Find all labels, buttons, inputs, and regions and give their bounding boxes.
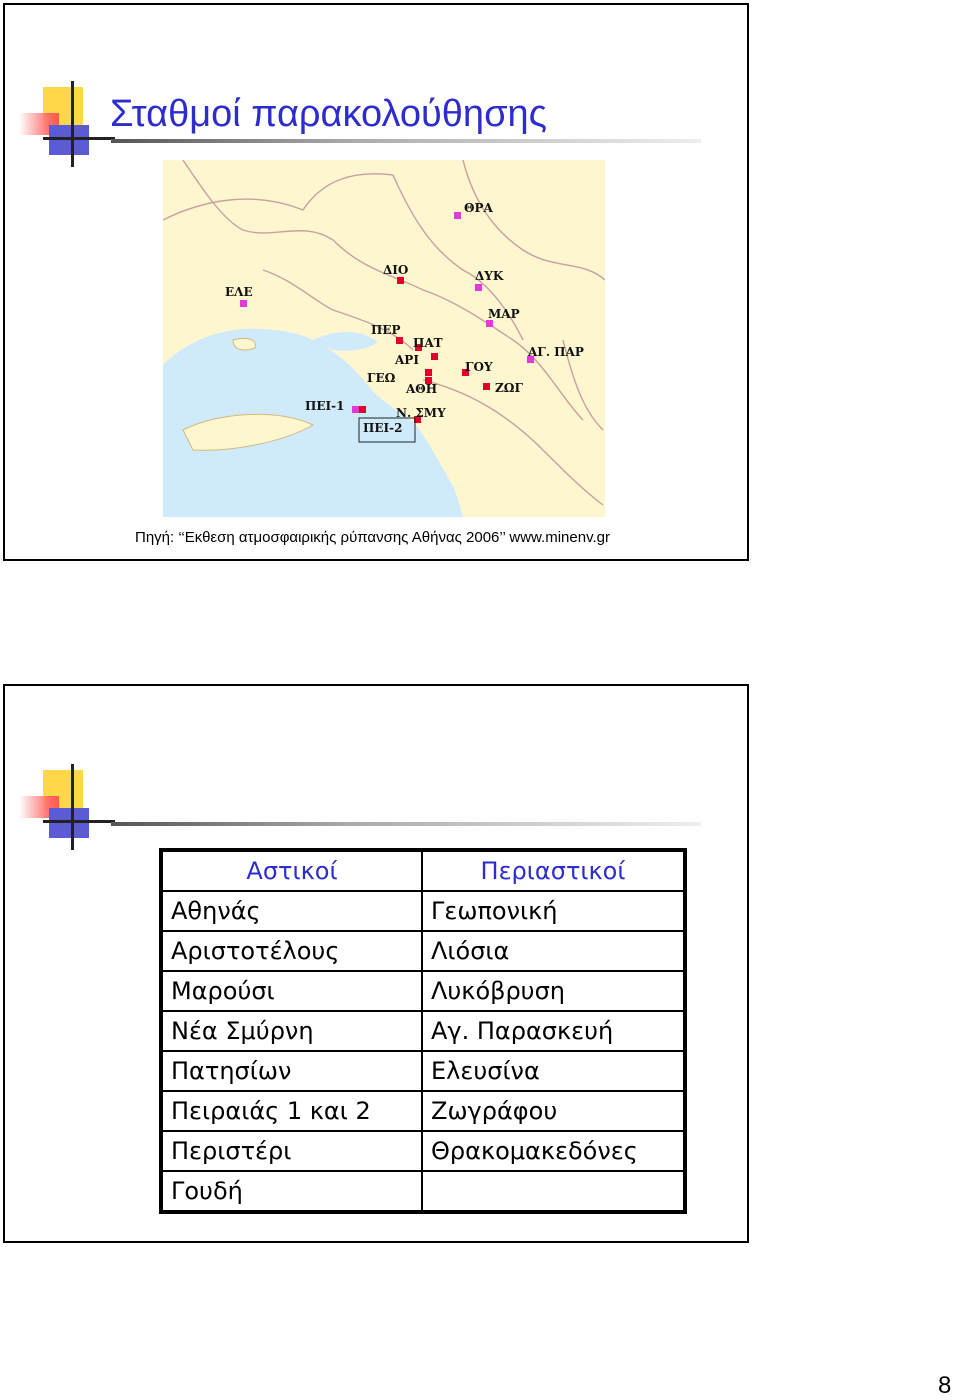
header-suburban: Περιαστικοί: [422, 851, 684, 891]
slide-logo: [11, 81, 121, 171]
table-cell: Ελευσίνα: [422, 1051, 684, 1091]
svg-text:ΕΛΕ: ΕΛΕ: [225, 285, 253, 299]
table-cell: Λιόσια: [422, 931, 684, 971]
table-cell: Γεωπονική: [422, 891, 684, 931]
table-cell: Περιστέρι: [162, 1131, 422, 1171]
svg-text:ΑΡΙ: ΑΡΙ: [395, 353, 419, 367]
svg-text:ΓΕΩ: ΓΕΩ: [367, 371, 396, 385]
table-cell: Πειραιάς 1 και 2: [162, 1091, 422, 1131]
stations-map: [163, 160, 605, 517]
slide-title: Σταθμοί παρακολούθησης: [110, 93, 547, 135]
table-cell: [422, 1171, 684, 1211]
svg-text:ΘΡΑ: ΘΡΑ: [464, 201, 493, 215]
table-cell: Γουδή: [162, 1171, 422, 1211]
svg-text:ΜΑΡ: ΜΑΡ: [488, 307, 520, 321]
svg-text:ΠΕΙ-1: ΠΕΙ-1: [305, 399, 345, 413]
svg-text:ΠΕΡ: ΠΕΡ: [371, 323, 401, 337]
table-cell: Ζωγράφου: [422, 1091, 684, 1131]
svg-text:ΔΙΟ: ΔΙΟ: [383, 263, 409, 277]
page-number: 8: [938, 1372, 952, 1399]
svg-text:ΑΘΗ: ΑΘΗ: [406, 382, 438, 396]
table-row: [162, 931, 684, 971]
table-cell: Λυκόβρυση: [422, 971, 684, 1011]
svg-text:ΠΕΙ-2: ΠΕΙ-2: [363, 421, 403, 435]
slide-logo: [11, 764, 121, 854]
svg-text:ΑΓ. ΠΑΡ: ΑΓ. ΠΑΡ: [528, 345, 584, 359]
table-row: [162, 891, 684, 931]
stations-table: [161, 850, 685, 1212]
table-row: [162, 1011, 684, 1051]
table-cell: Αγ. Παρασκευή: [422, 1011, 684, 1051]
table-cell: Αριστοτέλους: [162, 931, 422, 971]
table-row: [162, 1131, 684, 1171]
table-cell: Μαρούσι: [162, 971, 422, 1011]
header-urban: Αστικοί: [162, 851, 422, 891]
svg-text:ΠΑΤ: ΠΑΤ: [413, 336, 443, 350]
svg-text:Ν. ΣΜΥ: Ν. ΣΜΥ: [396, 406, 446, 420]
slide-map: [3, 3, 749, 561]
map-source-caption: Πηγή: ‘‘Εκθεση ατμοσφαιρικής ρύπανσης Αθήνας 2006’’ www.minenv.gr: [135, 529, 610, 546]
table-cell: Νέα Σμύρνη: [162, 1011, 422, 1051]
table-row: [162, 1171, 684, 1211]
table-cell: Αθηνάς: [162, 891, 422, 931]
table-header-row: [162, 851, 684, 891]
table-row: [162, 971, 684, 1011]
table-row: [162, 1051, 684, 1091]
table-cell: Πατησίων: [162, 1051, 422, 1091]
svg-text:ΔΥΚ: ΔΥΚ: [475, 269, 504, 283]
svg-text:ΓΟΥ: ΓΟΥ: [465, 360, 493, 374]
table-cell: Θρακομακεδόνες: [422, 1131, 684, 1171]
svg-text:ΖΩΓ: ΖΩΓ: [495, 381, 523, 395]
table-row: [162, 1091, 684, 1131]
slide-stations-table: [3, 684, 749, 1243]
